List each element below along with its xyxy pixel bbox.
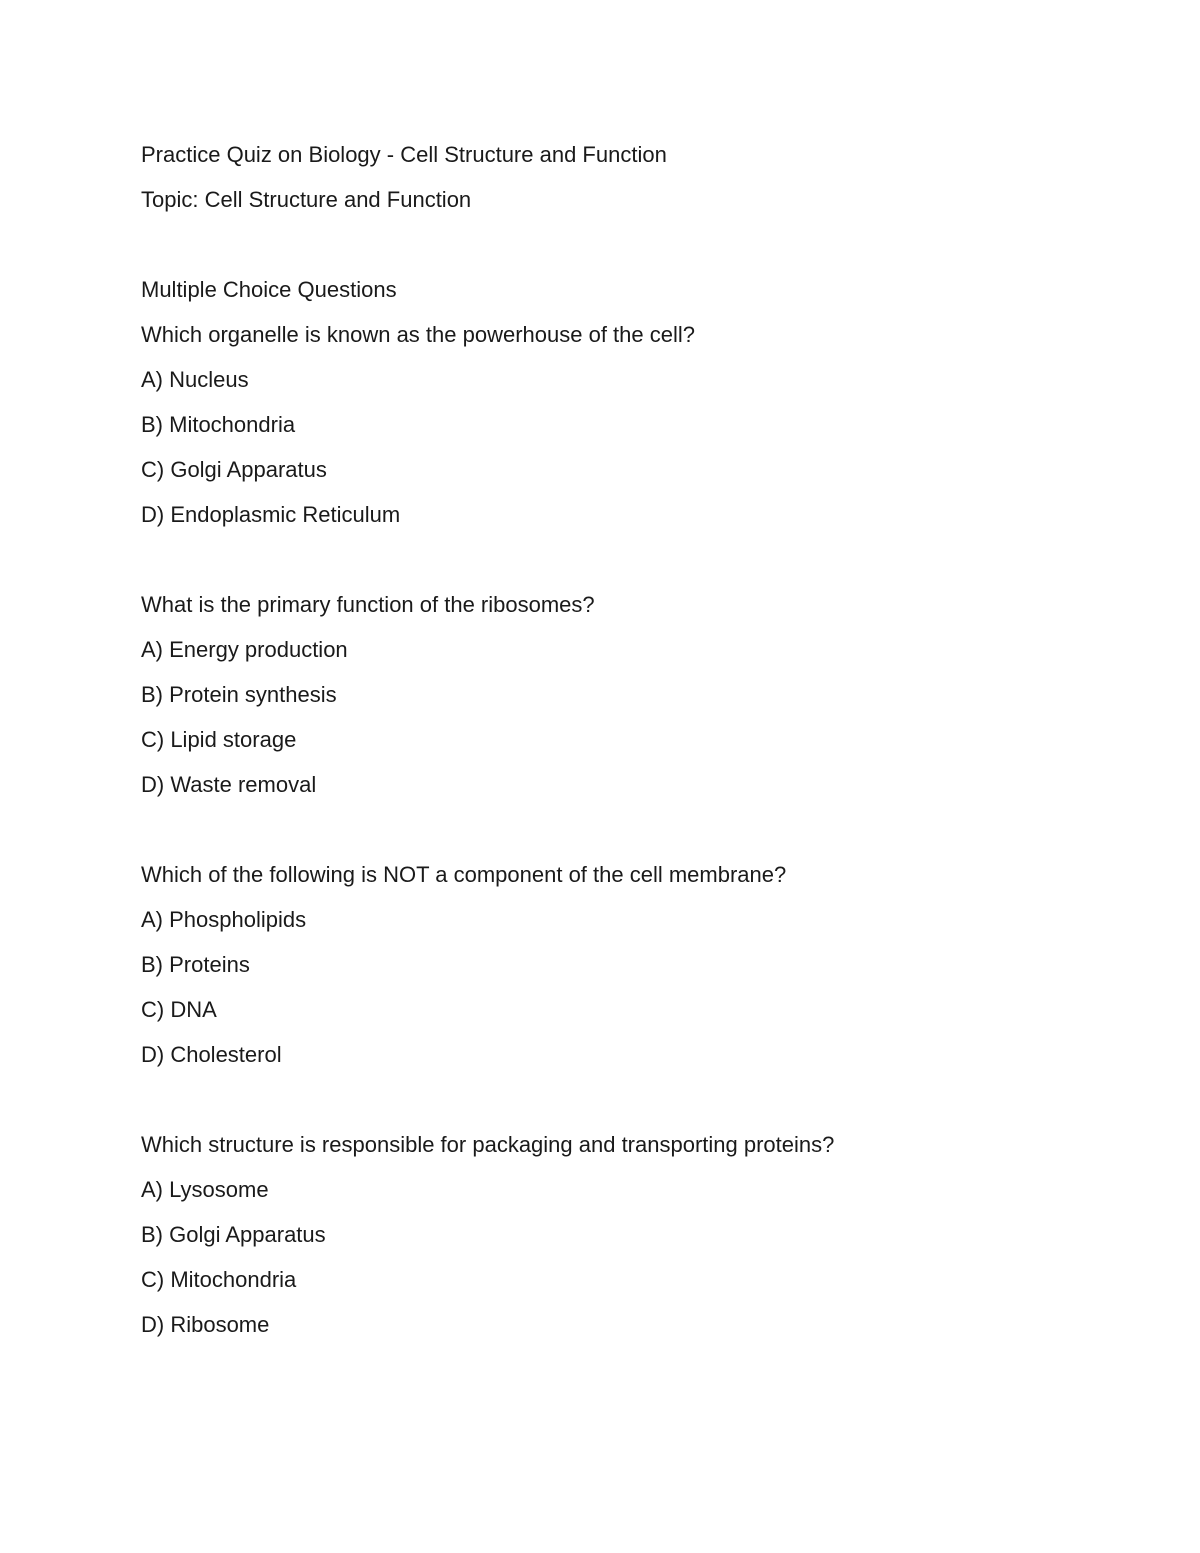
document-body [141, 140, 1101, 1355]
question-3 [141, 860, 1101, 1070]
option-b: B) Protein synthesis [141, 682, 337, 707]
option-d: D) Waste removal [141, 772, 317, 797]
spacer [141, 230, 1101, 275]
question-1 [141, 320, 1101, 530]
option-d: D) Endoplasmic Reticulum [141, 502, 401, 527]
document-title: Practice Quiz on Biology - Cell Structure and Function [141, 142, 667, 167]
option-b: B) Mitochondria [141, 412, 296, 437]
question-2 [141, 590, 1101, 800]
section-heading: Multiple Choice Questions [141, 277, 397, 302]
option-b: B) Golgi Apparatus [141, 1222, 326, 1247]
question-text: What is the primary function of the ribosomes? [141, 592, 595, 617]
option-c: C) Mitochondria [141, 1267, 297, 1292]
option-c: C) DNA [141, 997, 217, 1022]
spacer [141, 545, 1101, 590]
option-d: D) Ribosome [141, 1312, 270, 1337]
question-text: Which organelle is known as the powerhouse of the cell? [141, 322, 695, 347]
option-a: A) Energy production [141, 637, 348, 662]
option-a: A) Phospholipids [141, 907, 307, 932]
spacer [141, 815, 1101, 860]
option-c: C) Golgi Apparatus [141, 457, 327, 482]
option-d: D) Cholesterol [141, 1042, 282, 1067]
document-topic: Topic: Cell Structure and Function [141, 187, 472, 212]
option-a: A) Nucleus [141, 367, 249, 392]
question-4 [141, 1130, 1101, 1340]
question-text: Which structure is responsible for packaging and transporting proteins? [141, 1132, 835, 1157]
option-b: B) Proteins [141, 952, 250, 977]
option-a: A) Lysosome [141, 1177, 269, 1202]
option-c: C) Lipid storage [141, 727, 297, 752]
spacer [141, 1085, 1101, 1130]
question-text: Which of the following is NOT a component of the cell membrane? [141, 862, 787, 887]
